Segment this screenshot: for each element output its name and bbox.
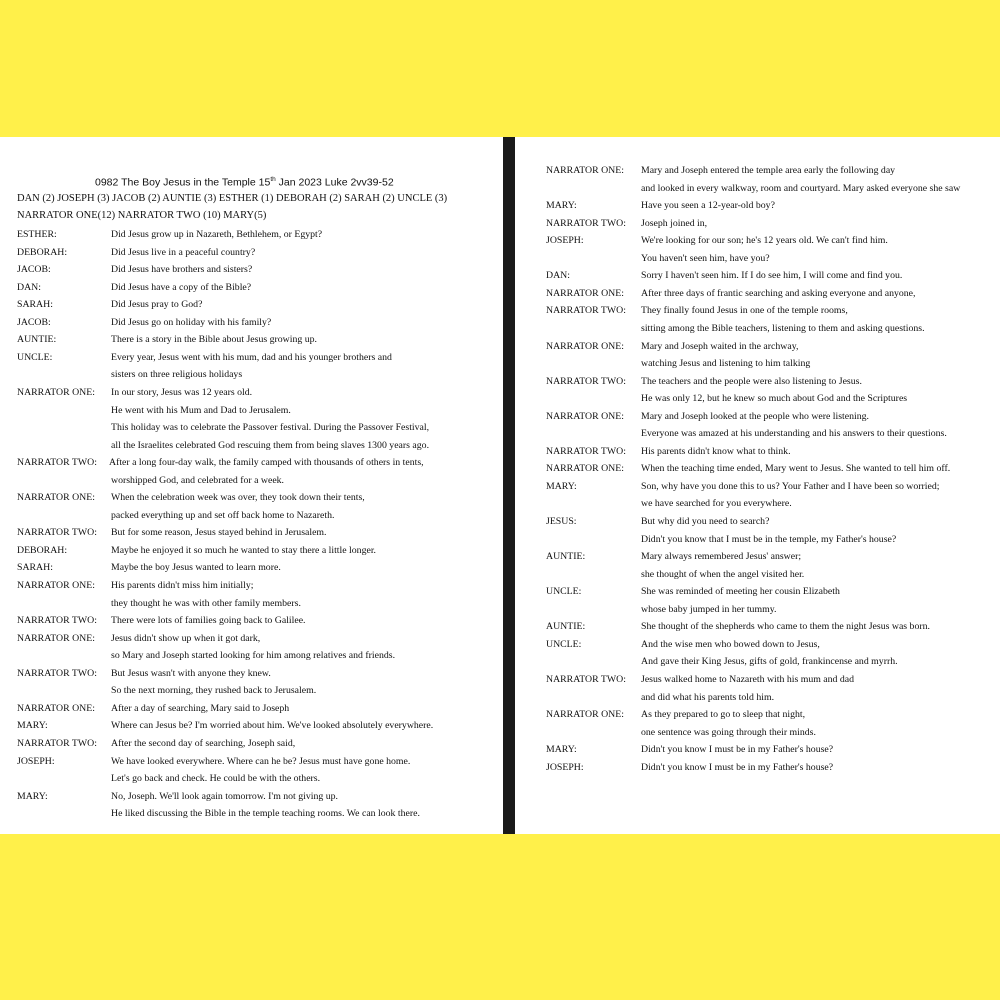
line-text: We're looking for our son; he's 12 years old. We can't find him. bbox=[641, 235, 888, 247]
bottom-yellow-band bbox=[0, 834, 1000, 1000]
line-text: After three days of frantic searching and asking everyone and anyone, bbox=[641, 287, 916, 299]
line-text: Maybe the boy Jesus wanted to learn more. bbox=[111, 562, 281, 574]
cast-list-line-1: DAN (2) JOSEPH (3) JACOB (2) AUNTIE (3) ESTHER (1) DEBORAH (2) SARAH (2) UNCLE (3) bbox=[17, 193, 448, 204]
line-text: Didn't you know I must be in my Father's house? bbox=[641, 744, 834, 756]
line-text: Sorry I haven't seen him. If I do see him, I will come and find you. bbox=[641, 270, 903, 282]
speaker-label: NARRATOR TWO: bbox=[17, 737, 97, 749]
line-text: His parents didn't miss him initially; bbox=[111, 580, 254, 591]
line-text: Did Jesus pray to God? bbox=[111, 299, 203, 311]
line-text: After the second day of searching, Joseph said, bbox=[111, 737, 296, 749]
speaker-label: DEBORAH: bbox=[17, 246, 68, 258]
speaker-label: DEBORAH: bbox=[17, 544, 68, 556]
line-text: Let's go back and check. He could be with the others. bbox=[111, 773, 321, 785]
line-text: Did Jesus go on holiday with his family? bbox=[111, 316, 272, 328]
line-text: When the celebration week was over, they took down their tents, bbox=[111, 492, 365, 504]
speaker-label: NARRATOR TWO: bbox=[17, 527, 97, 539]
speaker-label: DAN: bbox=[546, 270, 570, 282]
speaker-label: NARRATOR ONE: bbox=[546, 709, 624, 721]
line-text: Did Jesus have a copy of the Bible? bbox=[111, 281, 252, 293]
line-text: Son, why have you done this to us? Your Father and I have been so worried; bbox=[641, 480, 940, 492]
line-text: He was only 12, but he knew so much about God and the Scriptures bbox=[641, 393, 908, 405]
speaker-label: DAN: bbox=[17, 281, 41, 293]
line-text: They finally found Jesus in one of the temple rooms, bbox=[641, 305, 848, 317]
line-text: This holiday was to celebrate the Passover festival. During the Passover Festival, bbox=[111, 422, 430, 434]
title-text: 0982 The Boy Jesus in the Temple 15 bbox=[95, 176, 271, 189]
page-divider bbox=[503, 137, 515, 834]
speaker-label: SARAH: bbox=[17, 299, 53, 311]
speaker-label: MARY: bbox=[546, 480, 577, 492]
cast-list-line-2: NARRATOR ONE(12) NARRATOR TWO (10) MARY(5) bbox=[17, 210, 267, 221]
line-text: We have looked everywhere. Where can he be? Jesus must have gone home. bbox=[111, 755, 411, 767]
speaker-label: NARRATOR TWO: bbox=[546, 445, 626, 457]
title-text-suffix: Jan 2023 Luke 2vv39-52 bbox=[275, 176, 394, 189]
line-text: Didn't you know that I must be in the temple, my Father's house? bbox=[641, 533, 897, 545]
top-yellow-band bbox=[0, 0, 1000, 137]
line-text: and looked in every walkway, room and courtyard. Mary asked everyone she saw bbox=[641, 182, 961, 194]
speaker-label: SARAH: bbox=[17, 562, 53, 574]
line-text: But for some reason, Jesus stayed behind in Jerusalem. bbox=[111, 527, 327, 539]
line-text: In our story, Jesus was 12 years old. bbox=[111, 386, 253, 398]
line-text: The teachers and the people were also listening to Jesus. bbox=[641, 375, 862, 387]
line-text: Jesus didn't show up when it got dark, bbox=[111, 632, 261, 644]
speaker-label: JOSEPH: bbox=[17, 755, 55, 767]
line-text: Did Jesus live in a peaceful country? bbox=[111, 246, 256, 258]
speaker-label: JACOB: bbox=[17, 264, 51, 276]
speaker-label: NARRATOR TWO: bbox=[17, 615, 97, 627]
line-text: and did what his parents told him. bbox=[641, 691, 775, 703]
line-text: After a long four-day walk, the family camped with thousands of others in tents, bbox=[109, 457, 424, 469]
speaker-label: JESUS: bbox=[546, 516, 577, 527]
speaker-label: NARRATOR ONE: bbox=[17, 632, 95, 644]
speaker-label: UNCLE: bbox=[546, 638, 582, 650]
line-text: Every year, Jesus went with his mum, dad and his younger brothers and bbox=[111, 351, 392, 363]
speaker-label: NARRATOR TWO: bbox=[546, 375, 626, 387]
speaker-label: MARY: bbox=[17, 720, 48, 732]
line-text: There is a story in the Bible about Jesus growing up. bbox=[111, 334, 317, 346]
line-text: Mary and Joseph looked at the people who were listening. bbox=[641, 410, 869, 422]
line-text: So the next morning, they rushed back to Jerusalem. bbox=[111, 685, 317, 697]
line-text: You haven't seen him, have you? bbox=[641, 252, 770, 264]
line-text: sisters on three religious holidays bbox=[111, 369, 243, 381]
speaker-label: AUNTIE: bbox=[546, 551, 586, 563]
speaker-label: JACOB: bbox=[17, 316, 51, 328]
line-text: whose baby jumped in her tummy. bbox=[641, 603, 777, 615]
speaker-label: AUNTIE: bbox=[546, 621, 586, 633]
speaker-label: NARRATOR TWO: bbox=[546, 305, 626, 317]
line-text: Mary always remembered Jesus' answer; bbox=[641, 551, 802, 563]
line-text: He liked discussing the Bible in the temple teaching rooms. We can look there. bbox=[111, 808, 420, 820]
line-text: After a day of searching, Mary said to Joseph bbox=[111, 702, 290, 714]
line-text: they thought he was with other family members. bbox=[111, 597, 301, 609]
line-text: Joseph joined in, bbox=[641, 217, 708, 229]
speaker-label: NARRATOR TWO: bbox=[546, 217, 626, 229]
line-text: Didn't you know I must be in my Father's house? bbox=[641, 761, 834, 773]
line-text: Mary and Joseph entered the temple area early the following day bbox=[641, 165, 896, 176]
speaker-label: UNCLE: bbox=[17, 351, 53, 363]
line-text: one sentence was going through their minds. bbox=[641, 726, 816, 738]
line-text: Have you seen a 12-year-old boy? bbox=[641, 200, 775, 212]
speaker-label: MARY: bbox=[17, 790, 48, 802]
line-text: And the wise men who bowed down to Jesus, bbox=[641, 638, 820, 650]
speaker-label: JOSEPH: bbox=[546, 235, 584, 247]
speaker-label: MARY: bbox=[546, 744, 577, 756]
speaker-label: MARY: bbox=[546, 200, 577, 212]
line-text: She thought of the shepherds who came to them the night Jesus was born. bbox=[641, 621, 930, 633]
script-title bbox=[95, 176, 495, 189]
line-text: watching Jesus and listening to him talking bbox=[641, 358, 811, 370]
speaker-label: NARRATOR TWO: bbox=[546, 673, 626, 685]
speaker-label: NARRATOR ONE: bbox=[546, 165, 624, 176]
speaker-label: ESTHER: bbox=[17, 229, 57, 240]
line-text: No, Joseph. We'll look again tomorrow. I'm not giving up. bbox=[111, 790, 338, 802]
line-text: all the Israelites celebrated God rescuing them from being slaves 1300 years ago. bbox=[111, 439, 430, 451]
line-text: Did Jesus grow up in Nazareth, Bethlehem, or Egypt? bbox=[111, 229, 323, 240]
speaker-label: NARRATOR ONE: bbox=[17, 386, 95, 398]
line-text: But why did you need to search? bbox=[641, 516, 770, 527]
line-text: Everyone was amazed at his understanding and his answers to their questions. bbox=[641, 428, 947, 440]
speaker-label: NARRATOR ONE: bbox=[17, 492, 95, 504]
speaker-label: NARRATOR ONE: bbox=[546, 410, 624, 422]
line-text: Did Jesus have brothers and sisters? bbox=[111, 264, 253, 276]
speaker-label: NARRATOR TWO: bbox=[17, 457, 97, 469]
speaker-label: JOSEPH: bbox=[546, 761, 584, 773]
line-text: He went with his Mum and Dad to Jerusalem. bbox=[111, 404, 291, 416]
speaker-label: NARRATOR ONE: bbox=[546, 463, 624, 475]
line-text: sitting among the Bible teachers, listening to them and asking questions. bbox=[641, 322, 925, 334]
line-text: There were lots of families going back to Galilee. bbox=[111, 615, 306, 627]
line-text: And gave their King Jesus, gifts of gold, frankincense and myrrh. bbox=[641, 656, 898, 668]
line-text: Where can Jesus be? I'm worried about him. We've looked absolutely everywhere. bbox=[111, 720, 434, 732]
line-text: worshipped God, and celebrated for a week. bbox=[111, 474, 285, 486]
line-text: so Mary and Joseph started looking for him among relatives and friends. bbox=[111, 650, 396, 662]
speaker-label: NARRATOR ONE: bbox=[17, 580, 95, 591]
speaker-label: NARRATOR ONE: bbox=[546, 287, 624, 299]
speaker-label: NARRATOR ONE: bbox=[546, 340, 624, 352]
speaker-label: UNCLE: bbox=[546, 586, 582, 598]
line-text: She was reminded of meeting her cousin Elizabeth bbox=[641, 586, 840, 598]
line-text: Maybe he enjoyed it so much he wanted to stay there a little longer. bbox=[111, 544, 376, 556]
line-text: His parents didn't know what to think. bbox=[641, 445, 791, 457]
line-text: we have searched for you everywhere. bbox=[641, 498, 792, 510]
line-text: As they prepared to go to sleep that night, bbox=[641, 709, 806, 721]
line-text: Mary and Joseph waited in the archway, bbox=[641, 340, 799, 352]
line-text: But Jesus wasn't with anyone they knew. bbox=[111, 667, 271, 679]
title-ordinal: th bbox=[270, 176, 276, 183]
line-text: she thought of when the angel visited her. bbox=[641, 568, 805, 580]
line-text: When the teaching time ended, Mary went to Jesus. She wanted to tell him off. bbox=[641, 463, 951, 475]
line-text: packed everything up and set off back home to Nazareth. bbox=[111, 509, 335, 521]
speaker-label: AUNTIE: bbox=[17, 334, 57, 346]
speaker-label: NARRATOR TWO: bbox=[17, 667, 97, 679]
line-text: Jesus walked home to Nazareth with his mum and dad bbox=[641, 673, 855, 685]
speaker-label: NARRATOR ONE: bbox=[17, 702, 95, 714]
